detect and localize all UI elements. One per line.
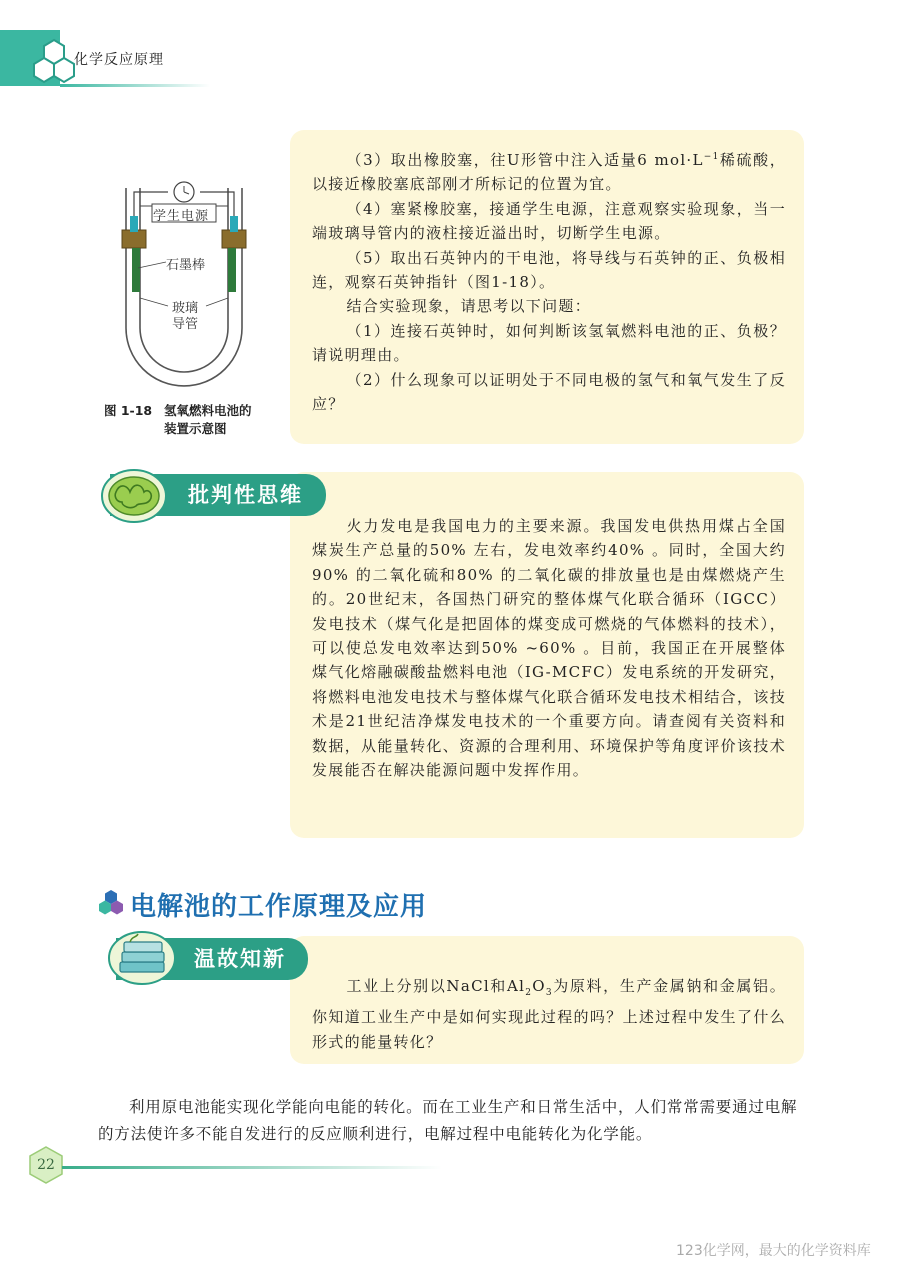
figure-caption-line1: 氢氧燃料电池的	[164, 403, 252, 418]
review-badge: 温故知新	[116, 938, 308, 980]
header-divider	[60, 84, 210, 87]
experiment-step-3: （3）取出橡胶塞，往U形管中注入适量6 $mol\cdot L^{-1}$稀硫酸，以接近橡胶塞底部刚才所标记的位置为宜。	[312, 151, 786, 194]
experiment-step-4: （4）塞紧橡胶塞，接通学生电源，注意观察实验现象，当一端玻璃导管内的液柱接近溢出时，切断学生电源。	[312, 199, 786, 243]
body-paragraph: 利用原电池能实现化学能向电能的转化。而在工业生产和日常生活中，人们常常需要通过电解的方法使许多不能自发进行的反应顺利进行，电解过程中电能转化为化学能。	[98, 1098, 798, 1143]
experiment-intro: 结合实验现象，请思考以下问题：	[346, 297, 592, 316]
page-number-badge	[26, 1145, 66, 1185]
books-icon	[106, 928, 178, 986]
page-number: 22	[37, 1157, 55, 1173]
chapter-label: 化学反应原理	[74, 52, 164, 68]
label-glass-tube-1: 玻璃	[172, 301, 199, 316]
label-student-power: 学生电源	[153, 209, 210, 224]
hexagon-cluster-icon	[30, 36, 78, 84]
section-hexagon-icon	[96, 888, 126, 916]
question-2: （2）什么现象可以证明处于不同电极的氢气和氧气发生了反应？	[312, 370, 786, 414]
question-1: （1）连接石英钟时，如何判断该氢氧燃料电池的正、负极？请说明理由。	[312, 321, 786, 365]
figure-caption-line2: 装置示意图	[164, 421, 227, 436]
brain-icon	[100, 466, 172, 524]
review-text: 工业上分别以NaCl和$Al_2O_3$为原料，生产金属钠和金属铝。你知道工业生产中是如何实现此过程的吗？上述过程中发生了什么形式的能量转化？	[312, 977, 787, 1051]
figure-number: 图 1-18	[104, 403, 153, 418]
label-glass-tube-2: 导管	[172, 317, 199, 332]
experiment-content	[312, 145, 786, 416]
label-graphite-rod: 石墨棒	[166, 258, 206, 273]
footer-divider	[62, 1166, 442, 1169]
watermark-text: 123化学网，最大的化学资料库	[676, 1243, 871, 1259]
critical-thinking-badge: 批判性思维	[110, 474, 326, 516]
section-title: 电解池的工作原理及应用	[130, 892, 428, 922]
critical-thinking-text: 火力发电是我国电力的主要来源。我国发电供热用煤占全国煤炭生产总量的50% 左右，发电效率约40% 。同时，全国大约90% 的二氧化硫和80% 的二氧化碳的排放量也是由煤燃烧产生的。20世纪末，各国热门研究的整体煤气化联合循环（IGCC）发电技术（煤气化是把固体的煤变成可燃烧的气体燃料的技术），可以使总发电效率达到50% ~60% 。目前，我国正在开展整体煤气化熔融碳酸盐燃料电池（IG-MCFC）发电系统的开发研究，将燃料电池发电技术与整体煤气化联合循环发电技术相结合，该技术是21世纪洁净煤发电技术的一个重要方向。请查阅有关资料和数据，从能量转化、资源的合理利用、环境保护等角度评价该技术发展能否在解决能源问题中发挥作用。	[312, 517, 786, 780]
experiment-step-5: （5）取出石英钟内的干电池，将导线与石英钟的正、负极相连，观察石英钟指针（图1-18）。	[312, 248, 786, 292]
